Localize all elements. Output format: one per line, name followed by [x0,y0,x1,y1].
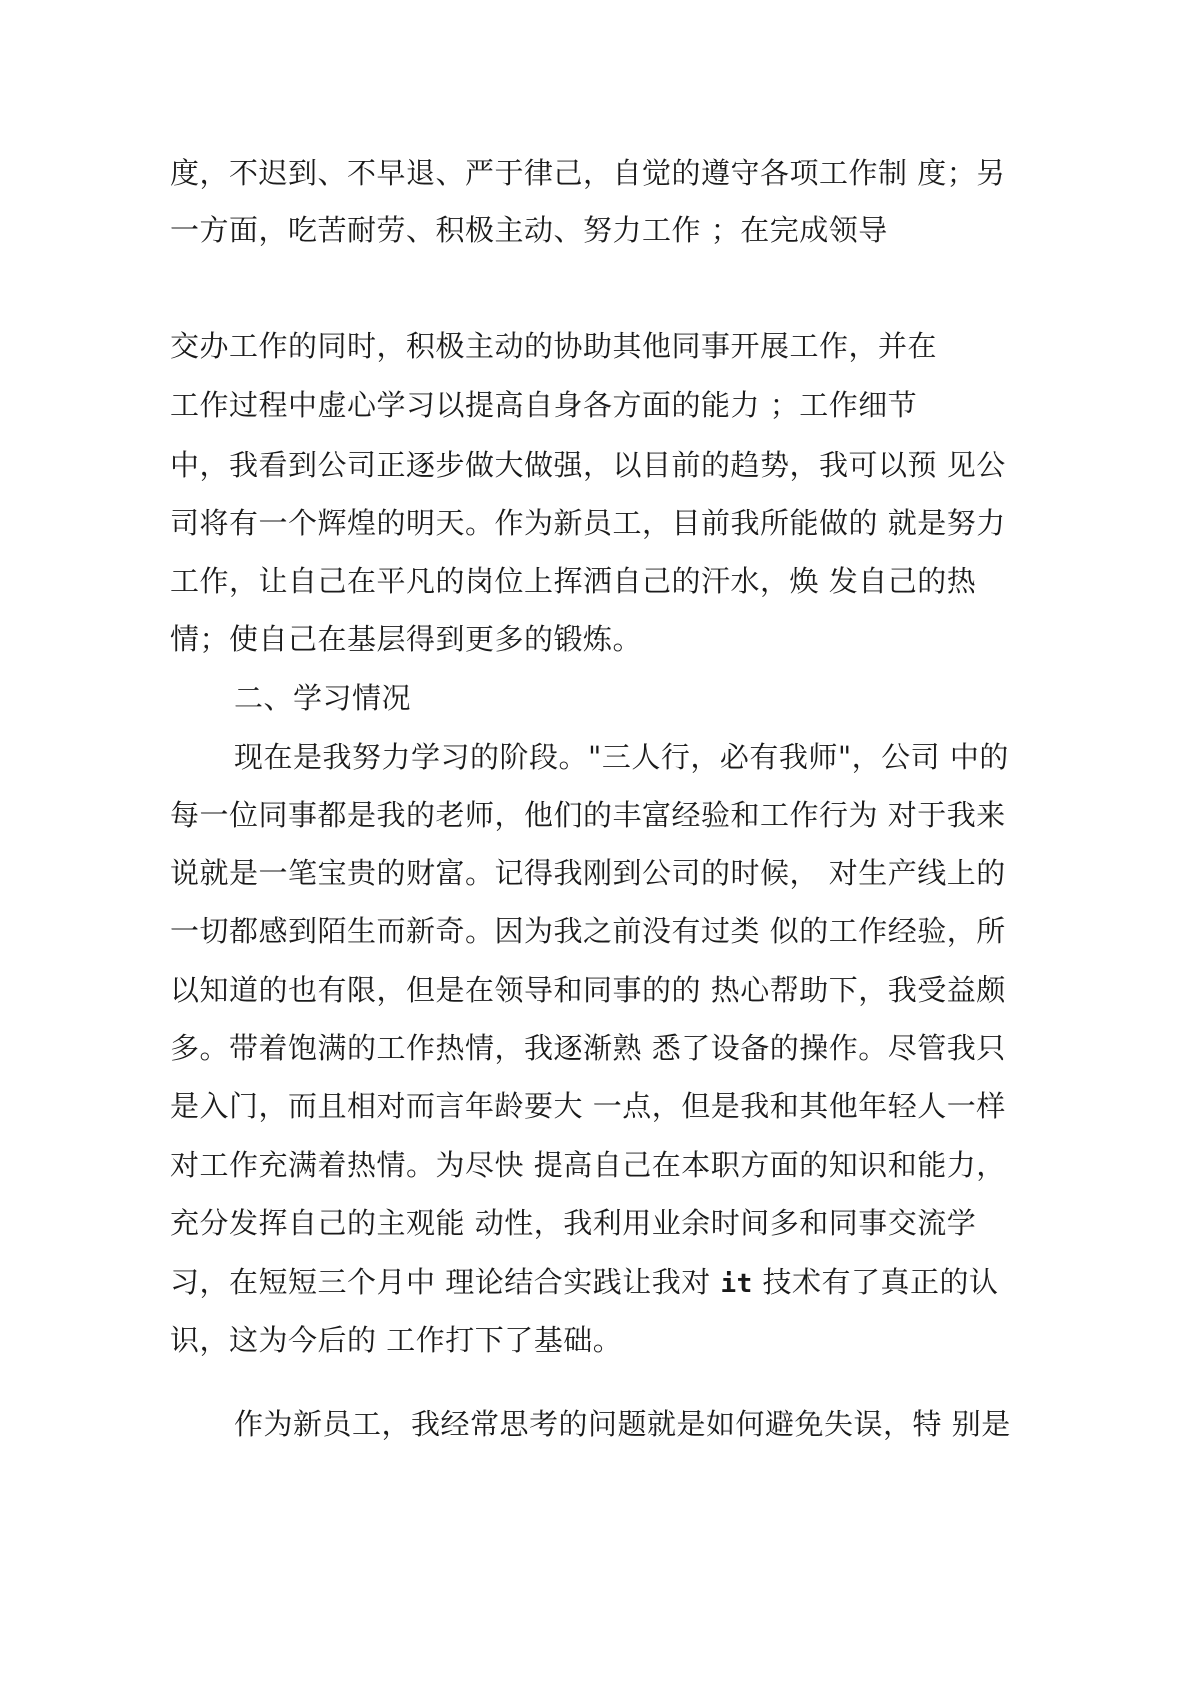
paragraph-line: 度，不迟到、不早退、严于律己，自觉的遵守各项工作制 度；另 [170,156,1006,190]
paragraph-line: 一切都感到陌生而新奇。因为我之前没有过类 似的工作经验，所 [170,914,1006,948]
paragraph-line: 交办工作的同时，积极主动的协助其他同事开展工作，并在 [170,329,938,363]
line-text-post: 技术有了真正的认 [752,1265,999,1299]
paragraph-line: 现在是我努力学习的阶段。"三人行，必有我师"，公司 中的 [234,740,1009,774]
paragraph-line: 情；使自己在基层得到更多的锻炼。 [170,622,643,656]
section-heading: 二、学习情况 [234,681,412,715]
paragraph-line: 中，我看到公司正逐步做大做强，以目前的趋势，我可以预 见公 [170,448,1006,482]
paragraph-line: 充分发挥自己的主观能 动性，我利用业余时间多和同事交流学 [170,1206,977,1240]
paragraph-line: 是入门，而且相对而言年龄要大 一点，但是我和其他年轻人一样 [170,1089,1006,1123]
it-term: it [720,1269,753,1299]
paragraph-line: 一方面，吃苦耐劳、积极主动、努力工作 ；在完成领导 [170,213,888,247]
paragraph-line: 对工作充满着热情。为尽快 提高自己在本职方面的知识和能力， [170,1148,1006,1182]
paragraph-line: 以知道的也有限，但是在领导和同事的的 热心帮助下，我受益颇 [170,973,1006,1007]
line-text-pre: 习，在短短三个月中 理论结合实践让我对 [170,1265,721,1299]
paragraph-line-it [170,1264,998,1302]
paragraph-line: 识，这为今后的 工作打下了基础。 [170,1323,623,1357]
paragraph-line: 工作过程中虚心学习以提高自身各方面的能力 ；工作细节 [170,388,918,422]
paragraph-line: 司将有一个辉煌的明天。作为新员工，目前我所能做的 就是努力 [170,506,1006,540]
paragraph-line: 每一位同事都是我的老师，他们的丰富经验和工作行为 对于我来 [170,798,1006,832]
paragraph-line: 说就是一笔宝贵的财富。记得我刚到公司的时候， 对生产线上的 [170,856,1006,890]
paragraph-line: 工作，让自己在平凡的岗位上挥洒自己的汗水，焕 发自己的热 [170,564,977,598]
paragraph-line: 多。带着饱满的工作热情，我逐渐熟 悉了设备的操作。尽管我只 [170,1031,1006,1065]
paragraph-line: 作为新员工，我经常思考的问题就是如何避免失误，特 别是 [234,1407,1011,1441]
